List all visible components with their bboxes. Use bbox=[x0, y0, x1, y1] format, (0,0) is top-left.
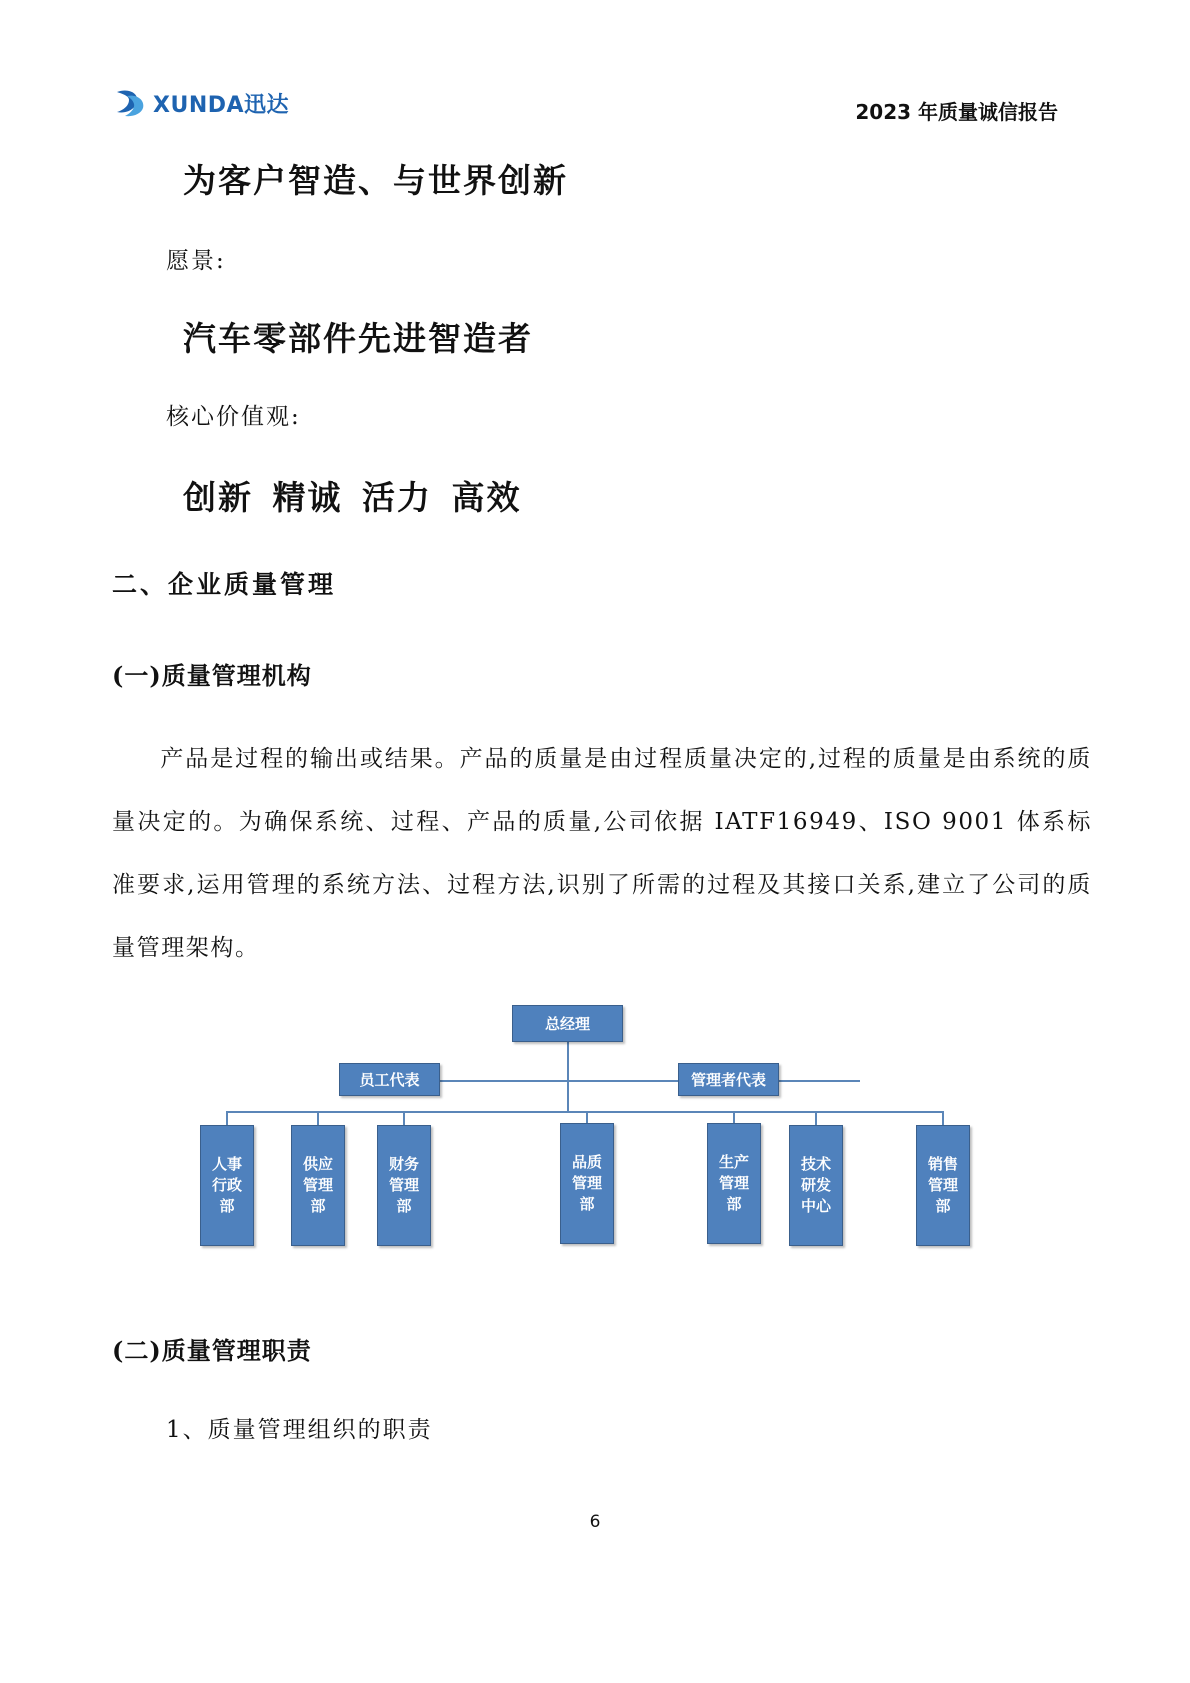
org-box-dept-rnd: 技术研发中心 bbox=[789, 1125, 843, 1246]
vision-value: 汽车零部件先进智造者 bbox=[183, 319, 533, 358]
org-box-dept-hr: 人事行政部 bbox=[200, 1125, 254, 1246]
logo-text: XUNDA迅达 bbox=[153, 92, 290, 118]
xunda-logo-icon bbox=[113, 88, 147, 118]
list-item-1: 1、质量管理组织的职责 bbox=[166, 1417, 433, 1443]
org-box-employee-rep: 员工代表 bbox=[339, 1063, 440, 1096]
mission-slogan: 为客户智造、与世界创新 bbox=[183, 161, 568, 200]
connector-dept-3 bbox=[403, 1111, 405, 1125]
body-paragraph bbox=[112, 728, 1092, 980]
vision-label: 愿景: bbox=[166, 248, 226, 274]
core-values-value: 创新 精诚 活力 高效 bbox=[183, 478, 522, 517]
connector-dept-2 bbox=[317, 1111, 319, 1125]
org-box-dept-production: 生产管理部 bbox=[707, 1123, 761, 1244]
connector-reps bbox=[440, 1080, 860, 1082]
body-paragraph-text: 产品是过程的输出或结果。产品的质量是由过程质量决定的,过程的质量是由系统的质量决定的。为确保系统、过程、产品的质量,公司依据 IATF16949、ISO 9001 体系标准要求,运用管理的系统方法、过程方法,识别了所需的过程及其接口关系,建立了公司的质量管理架构。 bbox=[112, 746, 1092, 961]
org-box-dept-sales: 销售管理部 bbox=[916, 1125, 970, 1246]
org-box-dept-supply: 供应管理部 bbox=[291, 1125, 345, 1246]
company-logo bbox=[113, 86, 289, 120]
report-title: 2023 年质量诚信报告 bbox=[855, 100, 1058, 124]
connector-dept-1 bbox=[226, 1111, 228, 1125]
connector-vertical-main bbox=[567, 1040, 569, 1113]
section-heading: 二、企业质量管理 bbox=[112, 570, 337, 599]
org-box-dept-finance: 财务管理部 bbox=[377, 1125, 431, 1246]
connector-departments bbox=[226, 1111, 942, 1113]
connector-dept-4 bbox=[586, 1111, 588, 1123]
connector-dept-7 bbox=[942, 1111, 944, 1125]
core-values-label: 核心价值观: bbox=[166, 404, 301, 430]
subsection-heading-2: (二)质量管理职责 bbox=[112, 1336, 312, 1365]
connector-dept-5 bbox=[733, 1111, 735, 1123]
org-box-general-manager: 总经理 bbox=[512, 1005, 623, 1042]
org-box-dept-quality: 品质管理部 bbox=[560, 1123, 614, 1244]
org-box-management-rep: 管理者代表 bbox=[678, 1063, 779, 1096]
subsection-heading-1: (一)质量管理机构 bbox=[112, 661, 312, 690]
connector-dept-6 bbox=[815, 1111, 817, 1125]
page-number: 6 bbox=[589, 1512, 601, 1532]
org-chart bbox=[180, 995, 1015, 1265]
